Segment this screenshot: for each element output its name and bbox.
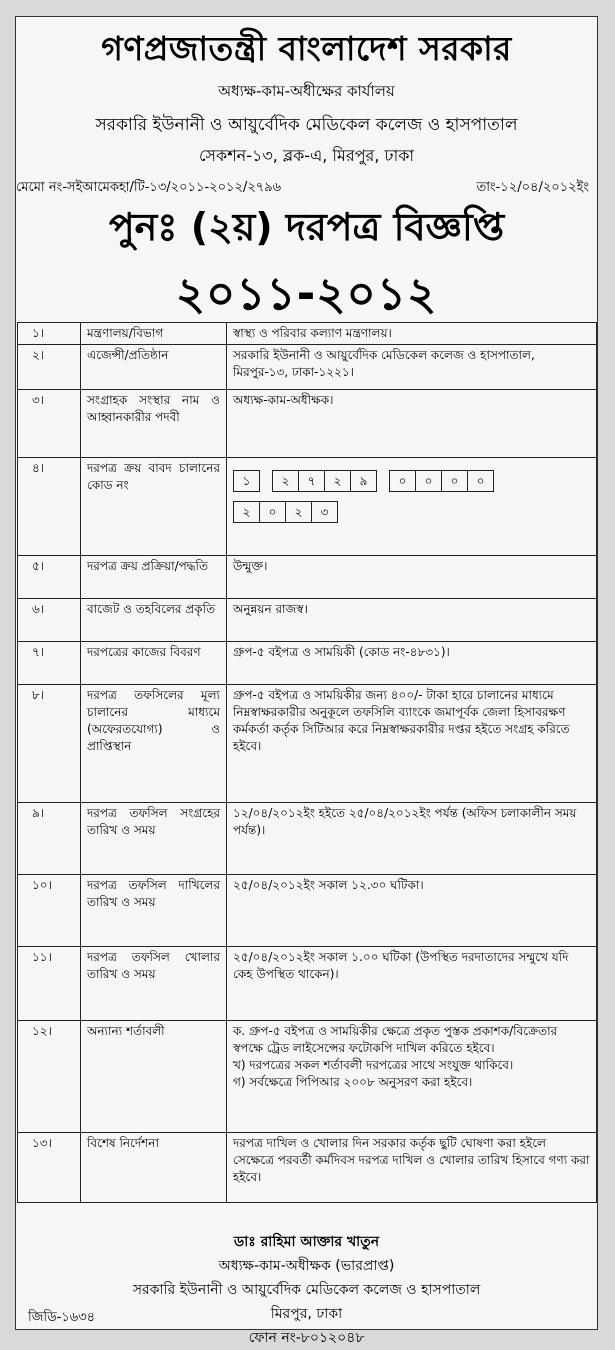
row-value: ১২/০৪/২০১২ইং হইতে ২৫/০৪/২০১২ইং পর্যন্ত (অফিস চলাকালীন সময় পর্যন্ত)। (227, 803, 597, 875)
code-box-4: ২ ০ ২ ৩ (233, 501, 338, 523)
institution-line: সরকারি ইউনানী ও আয়ুর্বেদিক মেডিকেল কলেজ ও হাসপাতাল (95, 115, 518, 135)
table-row (18, 458, 597, 556)
fiscal-year: ২০১১-২০১২ (175, 267, 438, 320)
table-row (18, 556, 597, 599)
table-row (18, 803, 597, 875)
row-field: বিশেষ নির্দেশনা (81, 1133, 227, 1203)
row-serial: ১০। (18, 875, 81, 947)
table-row (18, 1133, 597, 1203)
row-value: অনুন্নয়ন রাজস্ব। (227, 599, 597, 642)
signature-block (16, 1230, 597, 1350)
row-field: দরপত্র তফসিল সংগ্রহের তারিখ ও সময় (81, 803, 227, 875)
table-row (18, 685, 597, 803)
row-value: উন্মুক্ত। (227, 556, 597, 599)
row-serial: ১৩। (18, 1133, 81, 1203)
condition-item: ক. গ্রুপ-৫ বইপত্র ও সাময়িকীর ক্ষেত্রে প্রকৃত পুস্তক প্রকাশক/বিক্রেতার স্বপক্ষে ট্রেড লাইসেন্সের ফটোকপি দাখিল করিতে হইবে। (233, 1024, 558, 1055)
row-field: বাজেট ও তহবিলের প্রকৃতি (81, 599, 227, 642)
gd-number: জিডি-১৬৩৪ (28, 1310, 96, 1325)
government-heading: গণপ্রজাতন্ত্রী বাংলাদেশ সরকার (101, 29, 512, 68)
row-serial: ১২। (18, 1021, 81, 1133)
memo-date: তাং-১২/০৪/২০১২ইং (476, 180, 589, 195)
row-value: অধ্যক্ষ-কাম-অধীক্ষক। (227, 390, 597, 458)
row-serial: ৯। (18, 803, 81, 875)
row-field: সংগ্রাহক সংস্থার নাম ও আহ্বানকারীর পদবী (81, 390, 227, 458)
challan-code-cell (227, 458, 597, 556)
conditions-cell (227, 1021, 597, 1133)
row-serial: ১। (18, 323, 81, 345)
row-serial: ১১। (18, 947, 81, 1021)
row-serial: ৫। (18, 556, 81, 599)
row-field: দরপত্রের কাজের বিবরণ (81, 642, 227, 685)
table-row (18, 323, 597, 345)
row-serial: ৬। (18, 599, 81, 642)
signatory-institution: সরকারি ইউনানী ও আয়ুর্বেদিক মেডিকেল কলেজ ও হাসপাতাল (132, 1282, 481, 1298)
row-field: দরপত্র তফসিল দাখিলের তারিখ ও সময় (81, 875, 227, 947)
row-field: অন্যান্য শর্তাবলী (81, 1021, 227, 1133)
signatory-name: ডাঃ রাহিমা আক্তার খাতুন (233, 1234, 380, 1250)
signatory-designation: অধ্যক্ষ-কাম-অধীক্ষক (ভারপ্রাপ্ত) (218, 1258, 395, 1274)
table-row (18, 642, 597, 685)
row-field: মন্ত্রণালয়/বিভাগ (81, 323, 227, 345)
row-serial: ৩। (18, 390, 81, 458)
row-value: সরকারি ইউনানী ও আয়ুর্বেদিক মেডিকেল কলেজ ও হাসপাতাল, মিরপুর-১৩, ঢাকা-১২২১। (227, 345, 597, 390)
row-field: দরপত্র তফসিলের মূল্য চালানের মাধ্যমে (অফেরতযোগ্য) ও প্রাপ্তিস্থান (81, 685, 227, 803)
code-box-1: ১ (233, 470, 260, 492)
phone-number: ফোন নং-৮০১২০৪৮ (248, 1330, 365, 1346)
row-value: স্বাস্থ্য ও পরিবার কল্যাণ মন্ত্রণালয়। (227, 323, 597, 345)
code-box-3: ০ ০ ০ ০ (389, 470, 494, 492)
table-row (18, 599, 597, 642)
tender-notice (15, 16, 598, 1346)
row-field: দরপত্র তফসিল খোলার তারিখ ও সময় (81, 947, 227, 1021)
row-serial: ৪। (18, 458, 81, 556)
office-line: অধ্যক্ষ-কাম-অধীক্ষের কার্যালয় (218, 82, 395, 100)
table-row (18, 947, 597, 1021)
row-value: ২৫/০৪/২০১২ইং সকাল ১.০০ ঘটিকা (উপস্থিত দরদাতাদের সম্মুখে যদি কেহ উপস্থিত থাকেন)। (227, 947, 597, 1021)
row-field: দরপত্র ক্রয় বাবদ চালানের কোড নং (81, 458, 227, 556)
row-value: গ্রুপ-৫ বইপত্র ও সাময়িকী (কোড নং-৪৮৩১)। (227, 642, 597, 685)
signatory-location: মিরপুর, ঢাকা (270, 1306, 343, 1322)
row-value: গ্রুপ-৫ বইপত্র ও সাময়িকীর জন্য ৪০০/- টাকা হারে চালানের মাধ্যমে নিম্নস্বাক্ষরকারীর অনুকূলে তফসিলি ব্যাংকে জমাপূর্বক জেলা হিসাবরক্ষণ কর্মকর্তা কর্তৃক সিটিআর করে নিম্নস্বাক্ষরকারীর দপ্তর হইতে সংগ্রহ করিতে হইবে। (227, 685, 597, 803)
table-row (18, 875, 597, 947)
row-field: দরপত্র ক্রয় প্রক্রিয়া/পদ্ধতি (81, 556, 227, 599)
row-serial: ৭। (18, 642, 81, 685)
code-box-2: ২ ৭ ২ ৯ (272, 470, 377, 492)
row-serial: ২। (18, 345, 81, 390)
address-line: সেকশন-১৩, ব্লক-এ, মিরপুর, ঢাকা (198, 146, 415, 165)
table-row (18, 1021, 597, 1133)
condition-item: গ) সর্বক্ষেত্রে পিপিআর ২০০৮ অনুসরণ করা হইবে। (233, 1075, 473, 1089)
row-field: এজেন্সী/প্রতিষ্ঠান (81, 345, 227, 390)
notice-title: পুনঃ (২য়) দরপত্র বিজ্ঞপ্তি (108, 205, 505, 249)
row-value: ২৫/০৪/২০১২ইং সকাল ১২.৩০ ঘটিকা। (227, 875, 597, 947)
condition-item: খ) দরপত্রের সকল শর্তাবলী দরপত্রের সাথে সংযুক্ত থাকিবে। (233, 1058, 514, 1072)
memo-number: মেমো নং-সইআমেকহা/টি-১৩/২০১১-২০১২/২৭৯৬ (16, 180, 282, 195)
tender-table (17, 322, 597, 1203)
table-row (18, 345, 597, 390)
row-value: দরপত্র দাখিল ও খোলার দিন সরকার কর্তৃক ছুটি ঘোষণা করা হইলে সেক্ষেত্রে পরবর্তী কর্মদিবস দরপত্র দাখিল ও খোলার তারিখ হিসাবে গণ্য করা হইবে। (227, 1133, 597, 1203)
row-serial: ৮। (18, 685, 81, 803)
table-row (18, 390, 597, 458)
